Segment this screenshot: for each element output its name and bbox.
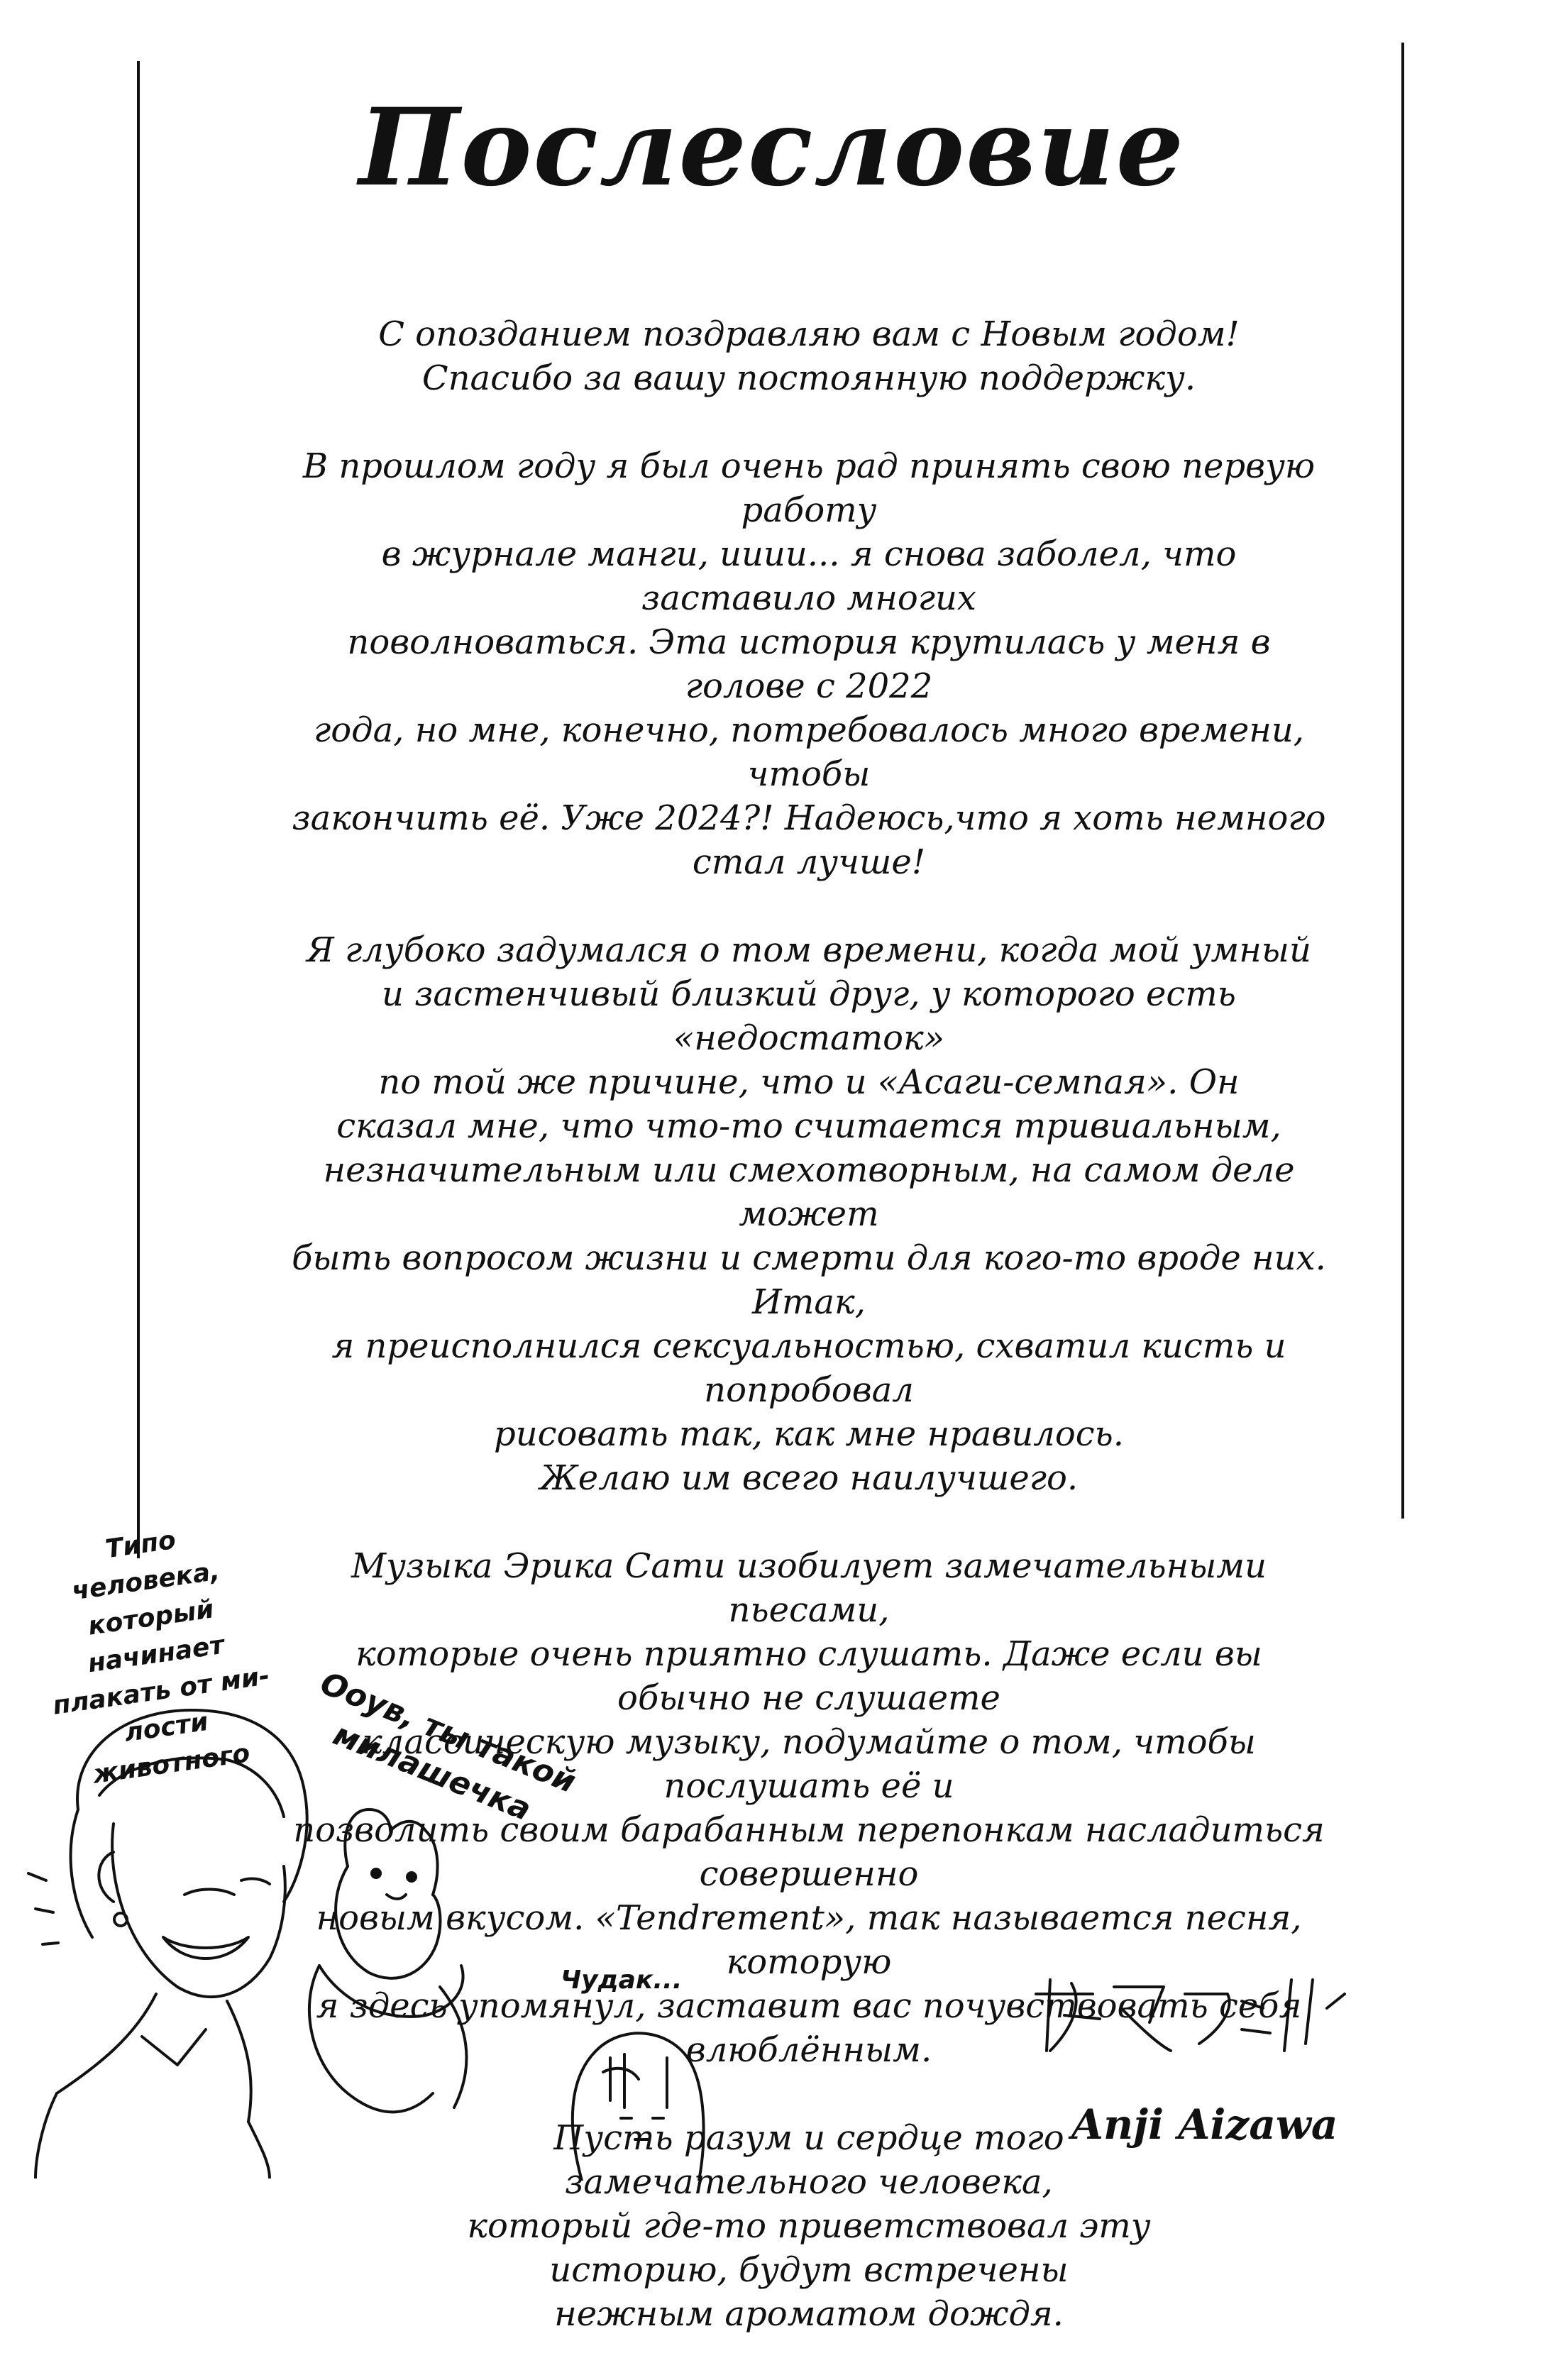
side-note-crying: Типо человека, который начинает плакать от ми- лости животного <box>50 1525 272 1790</box>
speech-note-weirdo: Чудак... <box>561 1966 683 1995</box>
left-border-line <box>137 61 140 1558</box>
handwritten-signature <box>1022 1966 1348 2072</box>
paragraph-music: Музыка Эрика Сати изобилует замечательными пьесами, которые очень приятно слушать. Даже если вы обычно не слушаете классическую музыку, подумайте о том, чтобы послушать её и позволить своим барабанным перепонкам насладиться совершенно новым вкусом. «Tendrement», так называется песня, которую я здесь упомянул, заставит вас почувствовать себя влюблённым. <box>293 1546 1325 2070</box>
paragraph-last-year: В прошлом году я был очень рад принять свою первую работу в журнале манги, ииии... я снова заболел, что заставило многих поволноваться. Эта история крутилась у меня в голове с 2022 года, но мне, конечно, потребовалось много времени, чтобы закончить её. Уже 2024?! Надеюсь,что я хоть немного стал лучше! <box>292 446 1326 882</box>
right-border-line <box>1401 43 1404 1519</box>
paragraph-greeting: С опозданием поздравляю вам с Новым годом! Спасибо за вашу постоянную поддержку. <box>378 314 1240 398</box>
page-title: Послесловие <box>358 85 1186 210</box>
speech-note-aww: Ооув, ты такой милашечка <box>315 1665 581 1829</box>
paragraph-friend: Я глубоко задумался о том времени, когда мой умный и застенчивый близкий друг, у которого есть «недостаток» по той же причине, что и «Асаги-семпая». Он сказал мне, что что-то считается тривиальным, незначительным или смехотворным, на самом деле может быть вопросом жизни и смерти для кого-то вроде них. Итак, я преисполнился сексуальностью, схватил кисть и попробовал рисовать так, как мне нравилось. Желаю им всего наилучшего. <box>292 930 1326 1498</box>
man-holding-animal-illustration <box>14 1668 553 2178</box>
paragraph-wish: Пусть разум и сердце того замечательного человека, который где-то приветствовал эту историю, будут встречены нежным ароматом дождя. <box>467 2118 1151 2334</box>
girl-chibi-illustration <box>553 2001 717 2181</box>
author-name: Anji Aizawa <box>1071 2100 1338 2149</box>
